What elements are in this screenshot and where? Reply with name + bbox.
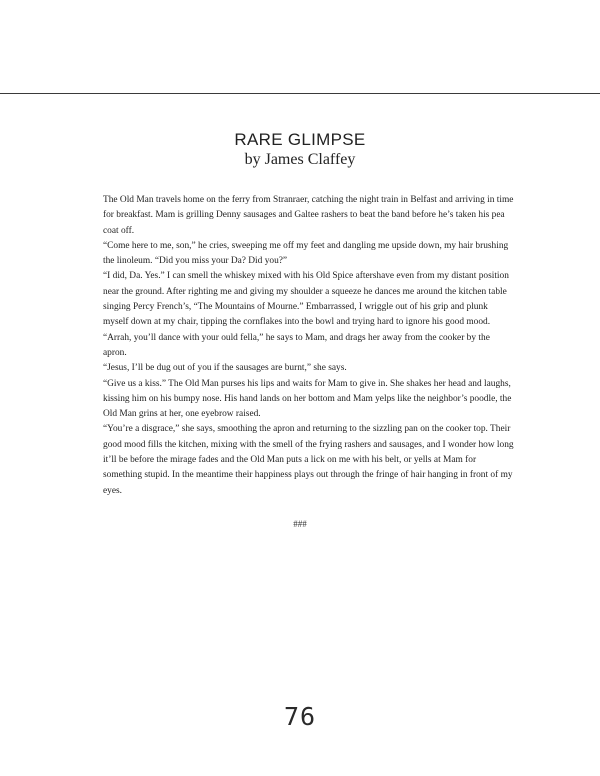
section-separator: ### [293,519,307,529]
story-paragraph: “Jesus, I’ll be dug out of you if the sausages are burnt,” she says. [103,363,347,374]
page-number: 76 [283,702,317,731]
story-title: RARE GLIMPSE [234,130,366,149]
story-paragraph: “I did, Da. Yes.” I can smell the whiskey mixed with his Old Spice aftershave even from my distant position near the ground. After righting me and giving my shoulder a squeeze he dances me around the kitchen table singing Percy French’s, “The Mountains of Mourne.” Embarrassed, I wriggle out of his grip and plunk myself down at my chair, tipping the cornflakes into the bowl and trying hard to ignore his good mood. [103,271,509,328]
story-paragraph: “You’re a disgrace,” she says, smoothing the apron and returning to the sizzling pan on the cooker top. Their good mood fills the kitchen, mixing with the smell of the frying rashers and sausages, and I wonder how long it’ll be before the mirage fades and the Old Man puts a lick on me with his belt, or yells at Mam for something stupid. In the meantime their happiness plays out through the fringe of hair hanging in front of my eyes. [103,424,514,496]
story-paragraph: “Give us a kiss.” The Old Man purses his lips and waits for Mam to give in. She shakes her head and laughs, kissing him on his bumpy nose. His hand lands on her bottom and Mam yelps like the neighbor’s poodle, the Old Man grins at her, one eyebrow raised. [103,378,512,420]
story-paragraph: “Come here to me, son,” he cries, sweeping me off my feet and dangling me upside down, my hair brushing the linoleum. “Did you miss your Da? Did you?” [103,240,509,267]
story-byline: by James Claffey [244,151,356,168]
story-paragraph: “Arrah, you’ll dance with your ould fella,” he says to Mam, and drags her away from the cooker by the apron. [103,332,490,358]
header-rule [0,93,600,94]
story-paragraph: The Old Man travels home on the ferry from Stranraer, catching the night train in Belfast and arriving in time for breakfast. Mam is grilling Denny sausages and Galtee rashers to beat the band before he’s taken his pea coat off. [103,195,514,236]
story-body [103,193,515,499]
